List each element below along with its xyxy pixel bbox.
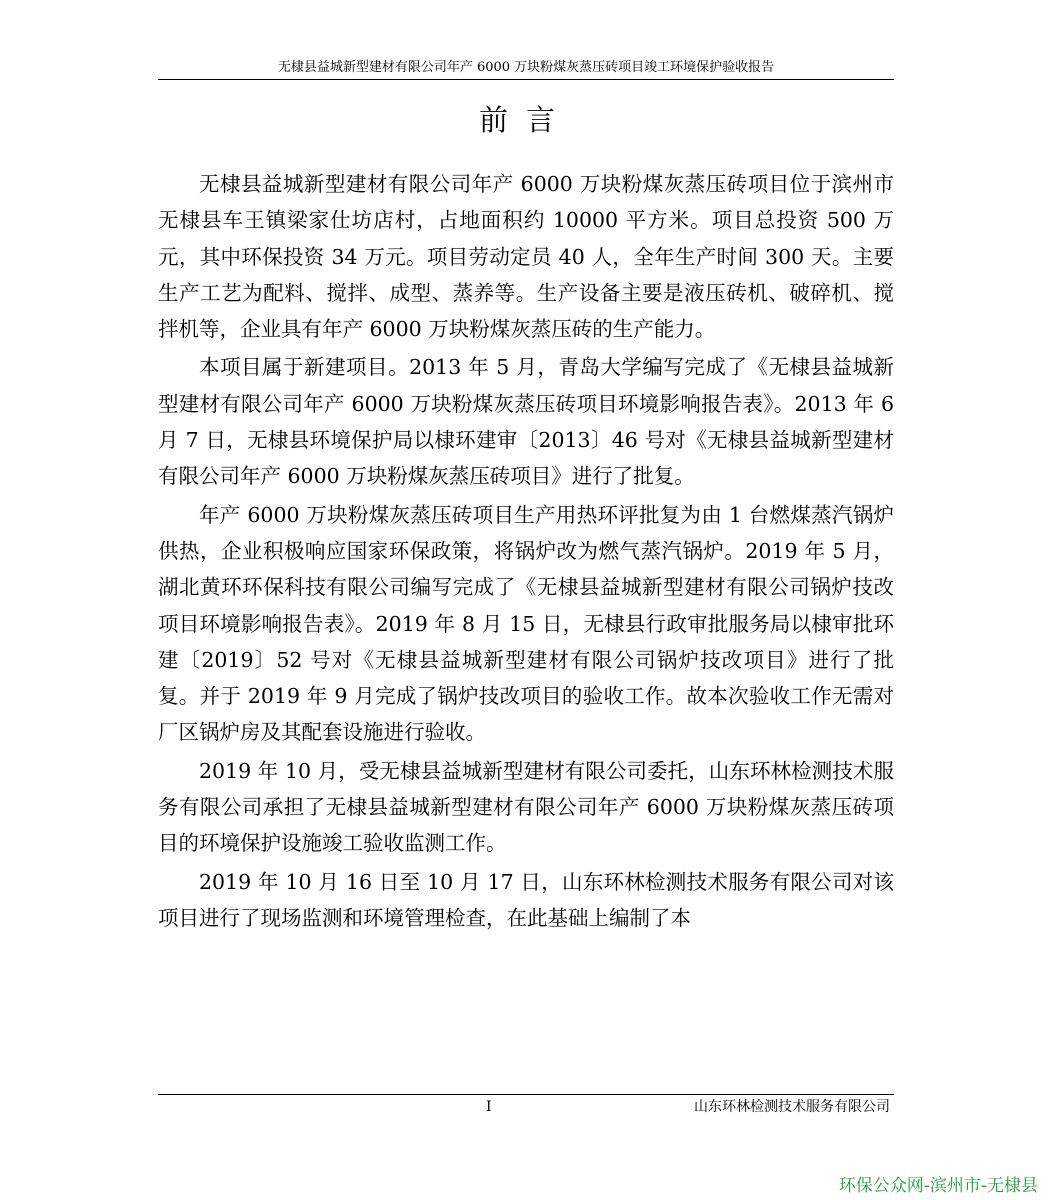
paragraph: 2019 年 10 月 16 日至 10 月 17 日，山东环林检测技术服务有限公司对该项目进行了现场监测和环境管理检查，在此基础上编制了本 bbox=[158, 869, 894, 930]
body-text bbox=[158, 166, 894, 938]
footer-company: 山东环林检测技术服务有限公司 bbox=[694, 1099, 890, 1115]
page-title: 前言 bbox=[478, 103, 573, 137]
watermark-text: 环保公众网-滨州市-无棣县 bbox=[838, 1176, 1038, 1196]
paragraph: 无棣县益城新型建材有限公司年产 6000 万块粉煤灰蒸压砖项目位于滨州市无棣县车王镇梁家仕坊店村，占地面积约 10000 平方米。项目总投资 500 万元，其中环保投资 34 万元。项目劳动定员 40 人，全年生产时间 300 天。主要生产工艺为配料、搅拌、成型、蒸养等。生产设备主要是液压砖机、破碎机、搅拌机等，企业具有年产 6000 万块粉煤灰蒸压砖的生产能力。 bbox=[158, 172, 894, 342]
running-header: 无棣县益城新型建材有限公司年产 6000 万块粉煤灰蒸压砖项目竣工环境保护验收报告 bbox=[277, 60, 775, 75]
page-number: I bbox=[486, 1099, 492, 1115]
paragraph: 年产 6000 万块粉煤灰蒸压砖项目生产用热环评批复为由 1 台燃煤蒸汽锅炉供热，企业积极响应国家环保政策，将锅炉改为燃气蒸汽锅炉。2019 年 5 月，湖北黄环环保科技有限公司编写完成了《无棣县益城新型建材有限公司锅炉技改项目环境影响报告表》。2019 年 8 月 15 日，无棣县行政审批服务局以棣审批环建〔2019〕52 号对《无棣县益城新型建材有限公司锅炉技改项目》进行了批复。并于 2019 年 9 月完成了锅炉技改项目的验收工作。故本次验收工作无需对厂区锅炉房及其配套设施进行验收。 bbox=[158, 502, 894, 745]
header-divider bbox=[158, 79, 894, 80]
paragraph: 2019 年 10 月，受无棣县益城新型建材有限公司委托，山东环林检测技术服务有限公司承担了无棣县益城新型建材有限公司年产 6000 万块粉煤灰蒸压砖项目的环境保护设施竣工验收监测工作。 bbox=[158, 758, 894, 856]
paragraph: 本项目属于新建项目。2013 年 5 月，青岛大学编写完成了《无棣县益城新型建材有限公司年产 6000 万块粉煤灰蒸压砖项目环境影响报告表》。2013 年 6 月 7 日，无棣县环境保护局以棣环建审〔2013〕46 号对《无棣县益城新型建材有限公司年产 6000 万块粉煤灰蒸压砖项目》进行了批复。 bbox=[158, 355, 894, 489]
footer-divider bbox=[158, 1094, 894, 1095]
